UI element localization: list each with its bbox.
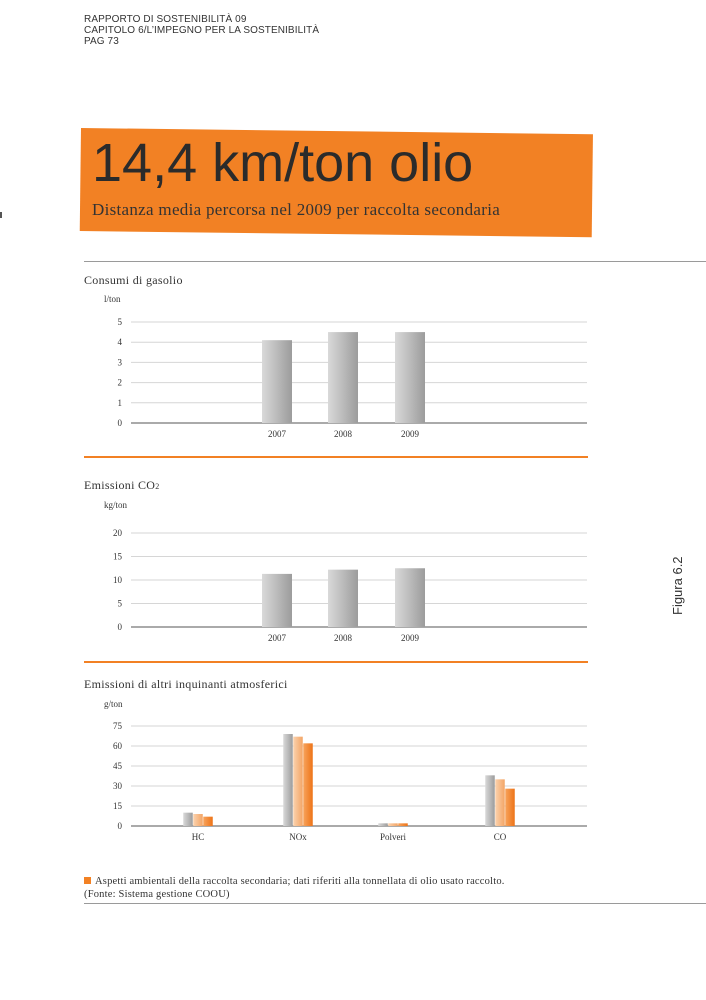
chart2-y-tick-label: 0 xyxy=(117,622,122,632)
chart3-title: Emissioni di altri inquinanti atmosferici xyxy=(84,677,288,691)
caption-line-1: Aspetti ambientali della raccolta secondaria; dati riferiti alla tonnellata di olio usato raccolto. xyxy=(95,876,505,887)
chart2-title xyxy=(84,478,160,493)
chart1-x-tick-label: 2009 xyxy=(401,429,419,439)
chart2-x-tick-label: 2007 xyxy=(268,633,286,643)
figure-caption xyxy=(84,875,505,901)
chart2-y-tick-label: 5 xyxy=(117,598,122,609)
chart1-y-tick-label: 1 xyxy=(117,397,122,408)
divider-orange-2 xyxy=(84,661,588,663)
chart1-y-tick-label: 2 xyxy=(117,377,122,388)
chart3-y-tick-label: 15 xyxy=(113,801,122,811)
chart1-unit-label: l/ton xyxy=(104,294,121,304)
divider-top xyxy=(84,261,706,262)
chart3-y-tick-label: 45 xyxy=(113,761,122,771)
chart3-x-tick-label: NOx xyxy=(289,832,307,842)
chart3-unit-label: g/ton xyxy=(104,699,123,709)
chart2-y-tick-label: 10 xyxy=(113,575,122,585)
chart2-bar-2009 xyxy=(395,568,425,627)
chart2-x-tick-label: 2008 xyxy=(334,633,352,643)
chart3-bar-Polveri-s3 xyxy=(398,823,408,826)
chart2-y-tick-label: 20 xyxy=(113,528,122,538)
chart2-bar-2008 xyxy=(328,570,358,627)
chart1-y-tick-label: 5 xyxy=(117,317,122,327)
chart2-y-tick-label: 15 xyxy=(113,551,122,562)
header-report-title: RAPPORTO DI SOSTENIBILITÀ 09 xyxy=(84,14,247,25)
page-edge-mark xyxy=(0,212,2,218)
chart1-x-tick-label: 2007 xyxy=(268,429,286,439)
chart1-bar-2009 xyxy=(395,332,425,423)
divider-bottom xyxy=(84,903,706,904)
chart1-y-tick-label: 3 xyxy=(117,357,122,368)
running-header xyxy=(84,14,319,47)
headline-subtitle: Distanza media percorsa nel 2009 per raccolta secondaria xyxy=(92,200,501,219)
chart3-bar-HC-s2 xyxy=(193,814,203,826)
chart-consumi-gasolio xyxy=(0,290,706,450)
chart2-x-tick-label: 2009 xyxy=(401,633,419,643)
chart2-title-subscript: 2 xyxy=(155,482,160,491)
chart-emissioni-co2 xyxy=(0,495,706,655)
chart2-bar-2007 xyxy=(262,574,292,627)
chart3-x-tick-label: CO xyxy=(493,832,507,842)
chart3-bar-NOx-s3 xyxy=(303,743,313,826)
chart3-y-tick-label: 30 xyxy=(113,781,122,791)
headline-value: 14,4 km/ton olio xyxy=(92,133,474,193)
chart2-title-text: Emissioni CO xyxy=(84,478,156,492)
chart1-bar-2008 xyxy=(328,332,358,423)
chart3-y-tick-label: 75 xyxy=(113,721,122,731)
chart3-bar-CO-s3 xyxy=(505,789,515,826)
chart3-x-tick-label: Polveri xyxy=(380,832,406,842)
chart1-title: Consumi di gasolio xyxy=(84,273,183,287)
chart3-bar-Polveri-s1 xyxy=(378,823,388,826)
chart3-bar-NOx-s2 xyxy=(293,737,303,826)
divider-orange-1 xyxy=(84,456,588,458)
chart3-bar-HC-s3 xyxy=(203,817,213,826)
chart3-x-tick-label: HC xyxy=(191,832,205,842)
chart1-y-tick-label: 0 xyxy=(117,418,122,428)
figure-label: Figura 6.2 xyxy=(670,556,685,615)
chart1-y-tick-label: 4 xyxy=(117,337,122,348)
chart3-bar-Polveri-s2 xyxy=(388,823,398,826)
header-chapter: CAPITOLO 6/L’IMPEGNO PER LA SOSTENIBILITÀ xyxy=(84,25,320,36)
caption-bullet-icon xyxy=(84,877,91,884)
chart1-bar-2007 xyxy=(262,340,292,423)
chart3-y-tick-label: 0 xyxy=(117,821,122,831)
header-page-number: PAG 73 xyxy=(84,36,119,47)
chart3-bar-CO-s2 xyxy=(495,779,505,826)
chart1-x-tick-label: 2008 xyxy=(334,429,352,439)
chart2-unit-label: kg/ton xyxy=(104,500,128,510)
chart3-bar-CO-s1 xyxy=(485,775,495,826)
chart3-bar-NOx-s1 xyxy=(283,734,293,826)
chart-altri-inquinanti xyxy=(0,695,706,855)
chart3-bar-HC-s1 xyxy=(183,813,193,826)
caption-line-2: (Fonte: Sistema gestione COOU) xyxy=(84,889,230,900)
chart3-y-tick-label: 60 xyxy=(113,741,122,751)
